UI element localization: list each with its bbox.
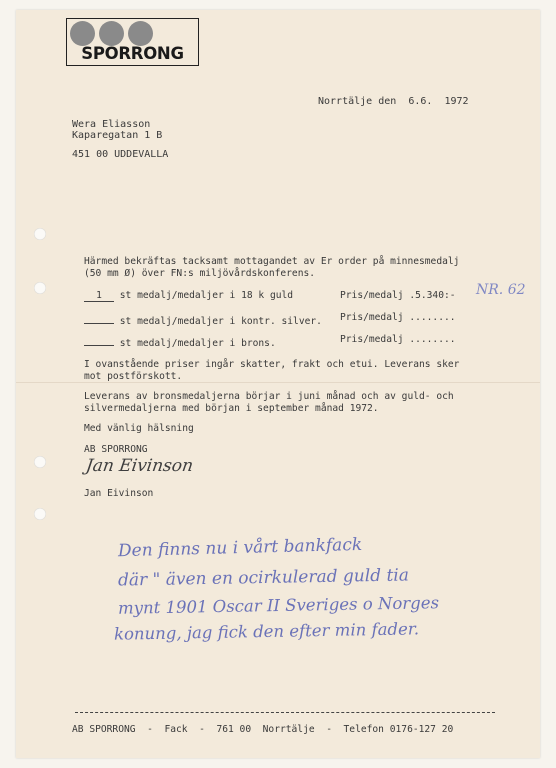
sporrong-logo <box>66 18 199 66</box>
closing: Med vänlig hälsning <box>84 423 194 434</box>
price-value: ........ <box>409 334 456 345</box>
logo-circle <box>128 21 153 46</box>
punch-hole <box>34 508 46 520</box>
punch-hole <box>34 228 46 240</box>
punch-hole <box>34 282 46 294</box>
order-line <box>84 311 322 328</box>
handwritten-line: Den finns nu i vårt bankfack <box>117 534 363 562</box>
price-value: .5.340:- <box>409 290 456 301</box>
order-qty <box>84 333 114 346</box>
order-price <box>340 289 456 302</box>
signature: Jan Eivinson <box>84 456 195 476</box>
date-day: 6.6. <box>408 96 433 107</box>
order-text: st medalj/medaljer i kontr. silver. <box>119 316 322 327</box>
footer-postal: 761 00 <box>216 724 252 735</box>
note-line: Leverans av bronsmedaljerna börjar i juni månad och av guld- och <box>84 391 454 402</box>
order-qty <box>84 311 114 324</box>
signer-name: Jan Eivinson <box>84 488 154 499</box>
footer-town: Norrtälje <box>262 724 315 735</box>
logo-wordmark: SPORRONG <box>81 44 184 63</box>
order-line <box>84 333 276 350</box>
footer-divider <box>75 712 495 713</box>
order-price <box>340 333 456 346</box>
date-place: Norrtälje den <box>318 96 397 107</box>
recipient-name: Wera Eliasson <box>72 119 151 130</box>
recipient-street: Kaparegatan 1 B <box>72 130 163 141</box>
price-label: Pris/medalj <box>340 334 404 345</box>
note-line: I ovanstående priser ingår skatter, frakt och etui. Leverans sker <box>84 359 460 370</box>
intro-line: (50 mm Ø) över FN:s miljövårdskonferens. <box>84 268 316 279</box>
handwritten-line: konung, jag fick den efter min fader. <box>113 619 420 644</box>
footer-box: Fack <box>164 724 188 735</box>
logo-circle <box>70 21 95 46</box>
order-line <box>84 289 293 302</box>
price-value: ........ <box>409 312 456 323</box>
price-label: Pris/medalj <box>340 290 404 301</box>
intro-line: Härmed bekräftas tacksamt mottagandet av Er order på minnesmedalj <box>84 256 460 267</box>
punch-hole <box>34 456 46 468</box>
footer-company: AB SPORRONG <box>72 724 136 735</box>
order-text: st medalj/medaljer i brons. <box>119 338 276 349</box>
company-name: AB SPORRONG <box>84 444 148 455</box>
order-text: st medalj/medaljer i 18 k guld <box>119 290 294 301</box>
order-qty: 1 <box>84 289 114 302</box>
price-label: Pris/medalj <box>340 312 404 323</box>
order-price <box>340 311 456 324</box>
margin-note: NR. 62 <box>476 282 526 298</box>
handwritten-line: där " även en ocirkulerad guld tia <box>117 565 410 591</box>
handwritten-line: mynt 1901 Oscar II Sveriges o Norges <box>117 593 440 618</box>
note-line: silvermedaljerna med början i september månad 1972. <box>84 403 379 414</box>
recipient-city: 451 00 UDDEVALLA <box>72 149 169 160</box>
footer-phone: Telefon 0176-127 20 <box>343 724 454 735</box>
date-year: 1972 <box>444 96 469 107</box>
note-line: mot postförskott. <box>84 371 183 382</box>
logo-circle <box>99 21 124 46</box>
date-line <box>318 95 469 108</box>
footer: AB SPORRONG - Fack - 761 00 Norrtälje - Telefon 0176-127 20 <box>72 724 454 735</box>
